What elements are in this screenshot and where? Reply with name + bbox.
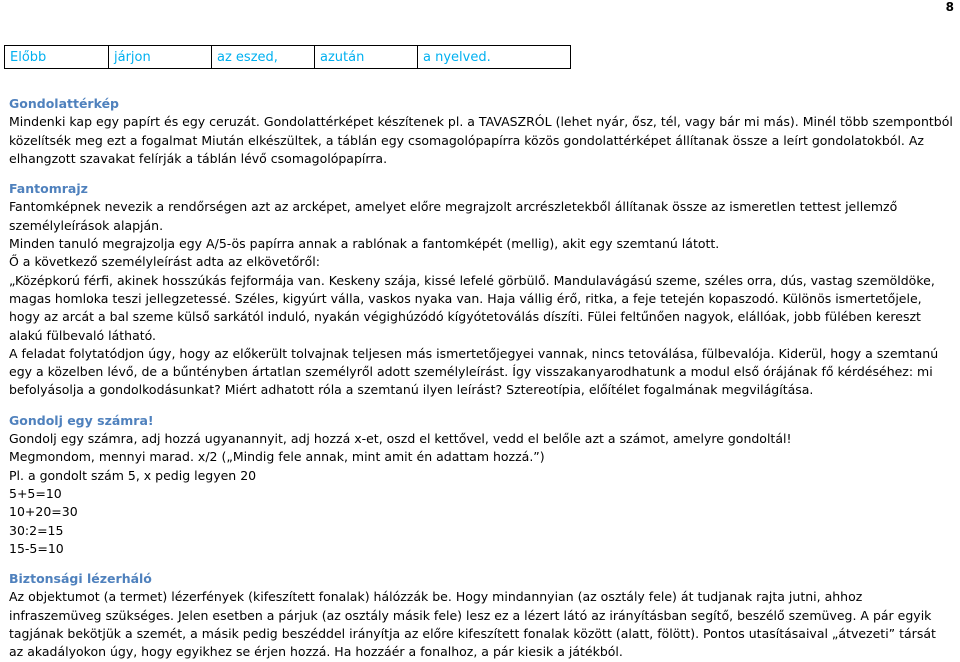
paragraph: Gondolj egy számra, adj hozzá ugyanannyit, adj hozzá x-et, oszd el kettővel, vedd el belőle azt a számot, amelyre gondoltál! — [9, 431, 792, 447]
section-heading-biztonsagi-lezerhalo: Biztonsági lézerháló — [9, 571, 152, 587]
paragraph: 30:2=15 — [9, 522, 64, 538]
paragraph: „Középkorú férfi, akinek hosszúkás fejformája van. Keskeny szája, kissé lefelé görbülő. Mandulavágású szeme, széles orra, dús, vastag szemöldöke, magas homloka teszi jellegzetessé. Széles, kigyúrt válla, vaskos nyaka van. Haja vállig érő, ritka, a feje tetején kopaszodó. Különös ismertetőjele, hogy az arcát a bal szeme külső sarkától induló, nyakán végighúzódó kígyótetoválás díszíti. Fülei feltűnően nagyok, elállóak, jobb fülében kereszt alakú fülbevaló látható. — [9, 272, 935, 343]
section-heading-fantomrajz: Fantomrajz — [9, 181, 88, 197]
motto-word: járjon — [109, 46, 212, 69]
paragraph: Ő a következő személyleírást adta az elkövetőről: — [9, 254, 320, 270]
paragraph: Fantomképnek nevezik a rendőrségen azt az arcképet, amelyet előre megrajzolt arcrészletekből állítanak össze az ismeretlen tettest jellemző személyleírások alapján. — [9, 199, 898, 233]
paragraph: Minden tanuló megrajzolja egy A/5-ös papírra annak a rablónak a fantomképét (mellig), akit egy szemtanú látott. — [9, 236, 720, 252]
motto-word: az eszed, — [212, 46, 315, 69]
paragraph: Mindenki kap egy papírt és egy ceruzát. Gondolattérképet készítenek pl. a TAVASZRÓL (lehet nyár, ősz, tél, vagy bár mi más). Minél több szempontból közelítsék meg ezt a fogalmat Miután elkészültek, a táblán egy csomagolópapírra közös gondolattérképet állítanak össze a leírt gondolatokból. Az elhangzott szavakat felírják a táblán lévő csomagolópapírra. — [9, 114, 953, 166]
motto-word: azután — [315, 46, 418, 69]
motto-word: a nyelved. — [418, 46, 571, 69]
paragraph: Megmondom, mennyi marad. x/2 („Mindig fele annak, mint amit én adattam hozzá.”) — [9, 449, 545, 465]
section-heading-gondolj-egy-szamra: Gondolj egy számra! — [9, 412, 154, 428]
document-body — [9, 95, 954, 662]
paragraph: 10+20=30 — [9, 504, 78, 520]
paragraph: A feladat folytatódjon úgy, hogy az előkerült tolvajnak teljesen más ismertetőjegyei vannak, nincs tetoválása, fülbevalója. Kiderül, hogy a szemtanú egy a közelben lévő, de a bűntényben ártatlan személyről adott személyleírást. Így visszakanyarodhatunk a modul első órájának fő kérdéséhez: mi befolyásolja a gondolkodásunkat? Miért adhatott róla a szemtanú ilyen leírást? Sztereotípia, előítélet fogalmának megvilágítása. — [9, 345, 939, 398]
motto-word: Előbb — [5, 46, 109, 69]
page-number: 8 — [945, 0, 954, 14]
section-heading-gondolatterkep: Gondolattérkép — [9, 96, 119, 111]
paragraph: Pl. a gondolt szám 5, x pedig legyen 20 — [9, 467, 257, 483]
motto-table — [4, 45, 571, 69]
paragraph: Az objektumot (a termet) lézerfények (kifeszített fonalak) hálózzák be. Hogy mindannyian (az osztály fele) át tudjanak rajta jutni, ahhoz infraszemüveg szükséges. Jelen esetben a párjuk (az osztály másik fele) lesz ez a lézert látó az irányításban segítő, beszélő szemüveg. A pár egyik tagjának bekötjük a szemét, a másik pedig beszéddel irányítja az előre kifeszített fonalak között (alatt, fölött). Pontos utasításaival „átvezeti” társát az akadályokon úgy, hogy egyikhez se érjen hozzá. Ha hozzáér a fonalhoz, a pár kiesik a játékból. — [9, 589, 936, 660]
paragraph: 15-5=10 — [9, 540, 64, 556]
paragraph: 5+5=10 — [9, 485, 62, 501]
